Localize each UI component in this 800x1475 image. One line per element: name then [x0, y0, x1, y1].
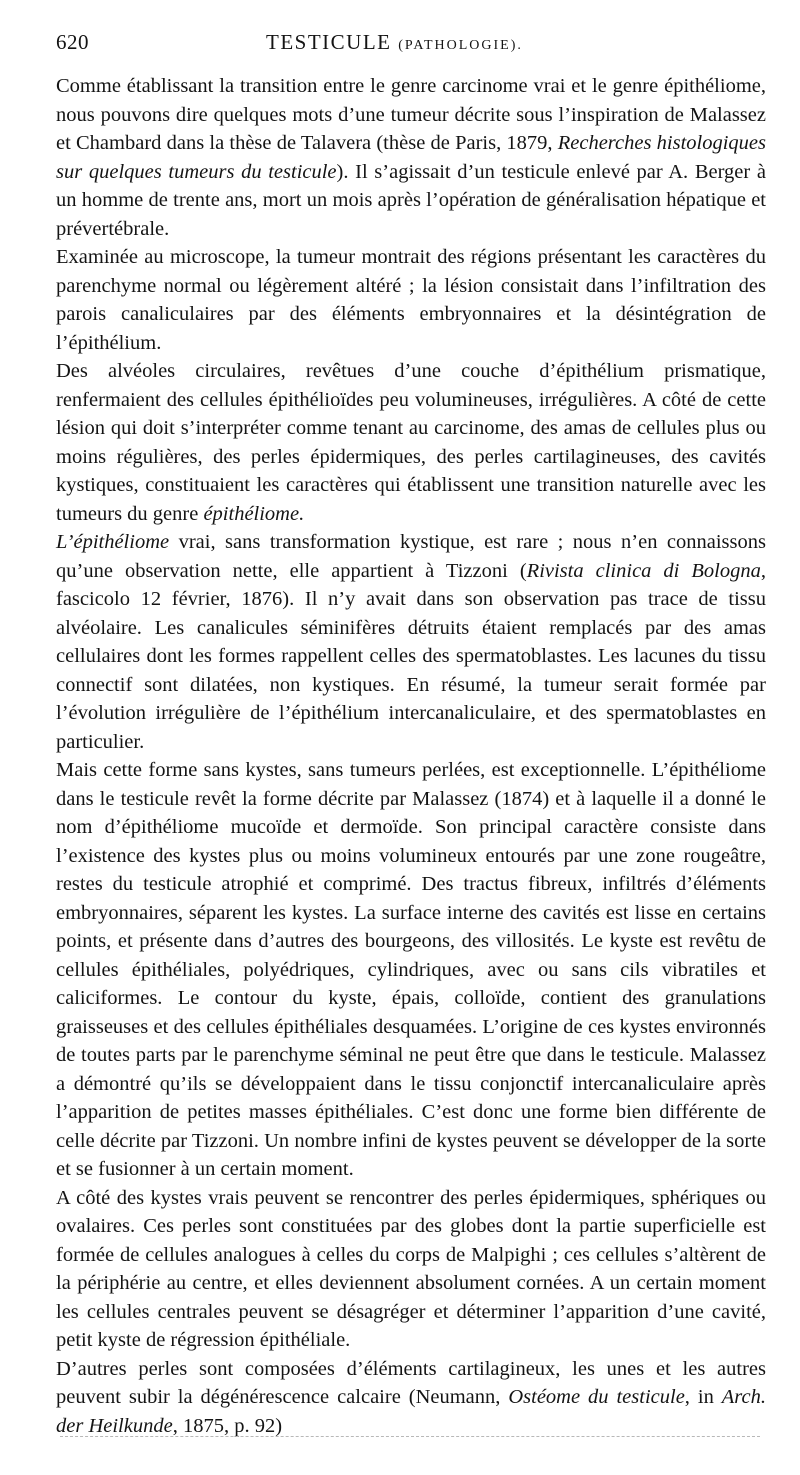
paragraph: [56, 1355, 766, 1441]
text-segment: ). Il s’agissait d’un testicule enlevé par A. Berger à un homme de trente ans, mort un mois après l’opération de généralisation hépatique et prévertébrale.: [56, 160, 766, 240]
paragraph: [56, 756, 766, 1184]
text-segment: , in: [684, 1386, 722, 1408]
italic-text: L’: [56, 531, 74, 553]
text-segment: Des alvéoles circulaires, revêtues d’une couche d’épithélium prismatique, renfermaient des cellules épithélioïdes peu volumineuses, irrégulières. A côté de cette lésion qui doit s’interpréter comme tenant au carcinome, des amas de cellules plus ou moins régulières, des perles épidermiques, des perles cartilagineuses, des cavités kystiques, constituaient les caractères qui établissent une transition naturelle avec les tumeurs du genre: [56, 360, 766, 525]
paragraph: [56, 528, 766, 756]
text-segment: , fascicolo 12 février, 1876). Il n’y avait dans son observation pas trace de tissu alvéolaire. Les canalicules séminifères détruits étaient remplacés par des amas cellulaires dont les formes rappellent celles des spermatoblastes. Les lacunes du tissu connectif sont dilatées, non kystiques. En résumé, la tumeur serait formée par l’évolution irrégulière de l’épithélium intercanaliculaire, et des spermatoblastes en particulier.: [56, 559, 766, 753]
page-header: [56, 30, 766, 62]
body-text: [56, 72, 766, 1440]
paragraph: [56, 1184, 766, 1355]
paragraph: [56, 357, 766, 528]
italic-text: épithéliome: [73, 531, 170, 553]
italic-text: Rivista clinica di Bologna: [526, 559, 761, 582]
italic-text: Ostéome du testicule: [508, 1386, 685, 1408]
text-segment: Comme établissant la transition entre le genre carcinome vrai et le genre épithéliome, nous pouvons dire quelques mots d’une tumeur décrite sous l’inspiration de Malassez et Chambard dans la thèse de Talavera (thèse de Paris, 1879,: [56, 75, 766, 154]
document-page: [56, 30, 766, 1440]
italic-text: épithéliome.: [203, 502, 305, 525]
text-segment: Examinée au microscope, la tumeur montrait des régions présentant les caractères du parenchyme normal ou légèrement altéré ; la lésion consistait dans l’infiltration des parois canaliculaires par des éléments embryonnaires et la désintégration de l’épithélium.: [56, 246, 766, 354]
text-segment: , 1875, p. 92): [172, 1414, 283, 1437]
running-title-subtitle: (PATHOLOGIE).: [398, 38, 523, 53]
paragraph: [56, 72, 766, 243]
italic-text: Arch. der Heilkunde: [56, 1386, 766, 1437]
text-segment: D’autres perles sont composées d’éléments cartilagineux, les unes et les autres peuvent subir la dégénérescence calcaire (Neumann,: [56, 1357, 766, 1408]
running-title-main: TESTICULE: [266, 30, 392, 54]
footer-rule: [60, 1436, 760, 1437]
running-title: [266, 30, 523, 55]
paragraph: [56, 243, 766, 357]
text-segment: Mais cette forme sans kystes, sans tumeurs perlées, est exceptionnelle. L’épithéliome dans le testicule revêt la forme décrite par Malassez (1874) et à laquelle il a donné le nom d’épithéliome mucoïde et dermoïde. Son principal caractère consiste dans l’existence des kystes plus ou moins volumineux entourés par une zone rougeâtre, restes du testicule atrophié et comprimé. Des tractus fibreux, infiltrés d’éléments embryonnaires, séparent les kystes. La surface interne des cavités est lisse en certains points, et présente dans d’autres des bourgeons, des villosités. Le kyste est revêtu de cellules épithéliales, polyédriques, cylindriques, avec ou sans cils vibratiles et caliciformes. Le contour du kyste, épais, colloïde, contient des granulations graisseuses et des cellules épithéliales desquamées. L’origine de ces kystes environnés de toutes parts par le parenchyme séminal ne peut être que dans le testicule. Malassez a démontré qu’ils se développaient dans le tissu conjonctif intercanaliculaire après l’apparition de petites masses épithéliales. C’est donc une forme bien différente de celle décrite par Tizzoni. Un nombre infini de kystes peuvent se développer de la sorte et se fusionner à un certain moment.: [56, 759, 766, 1180]
text-segment: A côté des kystes vrais peuvent se rencontrer des perles épidermiques, sphériques ou ovalaires. Ces perles sont constituées par des globes dont la partie superficielle est formée de cellules analogues à celles du corps de Malpighi ; ces cellules s’altèrent de la périphérie au centre, et elles deviennent absolument cornées. A un certain moment les cellules centrales peuvent se désagréger et déterminer l’apparition d’une cavité, petit kyste de régression épithéliale.: [56, 1186, 766, 1351]
page-number: 620: [56, 30, 89, 54]
text-segment: vrai, sans transformation kystique, est rare ; nous n’en connaissons qu’une observation nette, elle appartient à Tizzoni (: [56, 531, 766, 582]
italic-text: Recherches histologiques sur quelques tumeurs du testicule: [56, 132, 766, 183]
